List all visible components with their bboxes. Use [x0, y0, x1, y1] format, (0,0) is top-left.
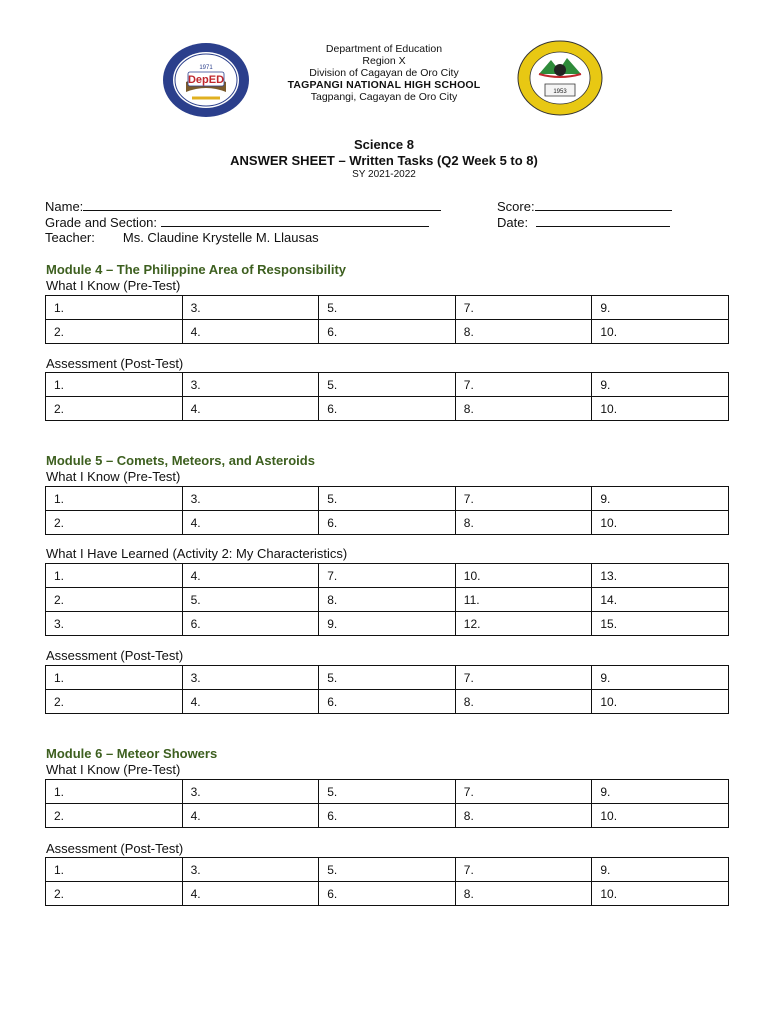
score-field[interactable] — [497, 198, 672, 215]
answer-cell[interactable]: 2. — [46, 882, 183, 906]
document-header — [0, 40, 768, 120]
table-row — [46, 666, 729, 690]
answer-cell[interactable]: 3. — [182, 487, 319, 511]
answer-cell[interactable]: 1. — [46, 666, 183, 690]
answer-cell[interactable]: 10. — [455, 564, 592, 588]
answer-cell[interactable]: 6. — [319, 397, 456, 421]
answer-cell[interactable]: 14. — [592, 588, 729, 612]
answer-cell[interactable]: 10. — [592, 804, 729, 828]
teacher-label: Teacher: — [45, 230, 95, 245]
module-5-posttest-label: Assessment (Post-Test) — [46, 648, 184, 663]
answer-cell[interactable]: 5. — [319, 373, 456, 397]
header-department: Department of Education — [325, 43, 443, 55]
answer-cell[interactable]: 9. — [319, 612, 456, 636]
module-4-pretest-table — [45, 295, 729, 344]
header-region: Region X — [362, 55, 406, 67]
answer-cell[interactable]: 9. — [592, 487, 729, 511]
table-row — [46, 320, 729, 344]
answer-cell[interactable]: 2. — [46, 511, 183, 535]
division-seal-logo — [517, 40, 603, 116]
answer-cell[interactable]: 4. — [182, 397, 319, 421]
score-label: Score: — [497, 199, 535, 214]
answer-cell[interactable]: 9. — [592, 666, 729, 690]
answer-cell[interactable]: 1. — [46, 296, 183, 320]
table-row — [46, 780, 729, 804]
answer-cell[interactable]: 4. — [182, 511, 319, 535]
answer-cell[interactable]: 7. — [455, 858, 592, 882]
table-row — [46, 296, 729, 320]
table-row — [46, 373, 729, 397]
answer-cell[interactable]: 7. — [455, 780, 592, 804]
module-4-posttest-label: Assessment (Post-Test) — [46, 356, 184, 371]
answer-cell[interactable]: 8. — [455, 882, 592, 906]
grade-section-field[interactable] — [45, 214, 429, 231]
name-field[interactable] — [45, 198, 441, 215]
answer-cell[interactable]: 3. — [182, 296, 319, 320]
teacher-field — [45, 230, 319, 246]
answer-cell[interactable]: 6. — [319, 511, 456, 535]
teacher-value: Ms. Claudine Krystelle M. Llausas — [122, 230, 319, 245]
logo-left-brand: DepED — [187, 74, 225, 86]
name-blank[interactable] — [83, 198, 441, 211]
answer-cell[interactable]: 4. — [182, 564, 319, 588]
date-field[interactable] — [497, 214, 670, 231]
answer-cell[interactable]: 5. — [182, 588, 319, 612]
module-4-posttest-table — [45, 372, 729, 421]
answer-cell[interactable]: 6. — [319, 882, 456, 906]
answer-cell[interactable]: 10. — [592, 882, 729, 906]
table-row — [46, 858, 729, 882]
answer-cell[interactable]: 10. — [592, 690, 729, 714]
header-school: TAGPANGI NATIONAL HIGH SCHOOL — [287, 79, 481, 91]
grade-section-label: Grade and Section: — [45, 215, 158, 230]
module-6-pretest-label: What I Know (Pre-Test) — [46, 762, 181, 777]
table-row — [46, 588, 729, 612]
answer-cell[interactable]: 10. — [592, 320, 729, 344]
answer-cell[interactable]: 1. — [46, 564, 183, 588]
answer-cell[interactable]: 3. — [182, 780, 319, 804]
answer-cell[interactable]: 1. — [46, 487, 183, 511]
header-text — [250, 43, 518, 103]
module-4-pretest-label: What I Know (Pre-Test) — [46, 278, 181, 293]
name-label: Name: — [45, 199, 84, 214]
answer-cell[interactable]: 1. — [46, 373, 183, 397]
answer-cell[interactable]: 4. — [182, 690, 319, 714]
answer-cell[interactable]: 7. — [455, 373, 592, 397]
grade-section-blank[interactable] — [161, 214, 429, 227]
table-row — [46, 487, 729, 511]
answer-cell[interactable]: 9. — [592, 296, 729, 320]
answer-cell[interactable]: 6. — [319, 690, 456, 714]
answer-cell[interactable]: 2. — [46, 397, 183, 421]
answer-cell[interactable]: 11. — [455, 588, 592, 612]
school-year: SY 2021-2022 — [352, 169, 416, 180]
subject-title: Science 8 — [354, 137, 414, 152]
answer-cell[interactable]: 8. — [455, 397, 592, 421]
module-6-pretest-table — [45, 779, 729, 828]
answer-cell[interactable]: 8. — [455, 690, 592, 714]
module-6-posttest-table — [45, 857, 729, 906]
answer-cell[interactable]: 3. — [182, 373, 319, 397]
answer-cell[interactable]: 3. — [182, 858, 319, 882]
answer-cell[interactable]: 6. — [319, 320, 456, 344]
answer-cell[interactable]: 5. — [319, 296, 456, 320]
score-blank[interactable] — [535, 198, 672, 211]
table-row — [46, 804, 729, 828]
date-blank[interactable] — [536, 214, 670, 227]
answer-cell[interactable]: 5. — [319, 780, 456, 804]
answer-cell[interactable]: 8. — [455, 804, 592, 828]
table-row — [46, 397, 729, 421]
module-6-title: Module 6 – Meteor Showers — [46, 746, 218, 761]
answer-cell[interactable]: 10. — [592, 397, 729, 421]
module-5-pretest-table — [45, 486, 729, 535]
answer-cell[interactable]: 7. — [319, 564, 456, 588]
module-6-posttest-label: Assessment (Post-Test) — [46, 841, 184, 856]
table-row — [46, 882, 729, 906]
module-4-title: Module 4 – The Philippine Area of Responsibility — [46, 262, 347, 277]
module-5-learned-label: What I Have Learned (Activity 2: My Characteristics) — [46, 546, 348, 561]
answer-cell[interactable]: 12. — [455, 612, 592, 636]
date-label: Date: — [497, 215, 529, 230]
table-row — [46, 612, 729, 636]
module-5-title: Module 5 – Comets, Meteors, and Asteroids — [46, 453, 315, 468]
answer-cell[interactable]: 3. — [46, 612, 183, 636]
answer-cell[interactable]: 13. — [592, 564, 729, 588]
answer-cell[interactable]: 6. — [182, 612, 319, 636]
answer-cell[interactable]: 2. — [46, 320, 183, 344]
school-seal-logo — [162, 42, 250, 118]
table-row — [46, 690, 729, 714]
sheet-title: ANSWER SHEET – Written Tasks (Q2 Week 5 to 8) — [230, 153, 538, 168]
module-5-learned-table — [45, 563, 729, 636]
answer-cell[interactable]: 5. — [319, 487, 456, 511]
header-division: Division of Cagayan de Oro City — [309, 67, 459, 79]
answer-cell[interactable]: 9. — [592, 373, 729, 397]
answer-cell[interactable]: 15. — [592, 612, 729, 636]
answer-cell[interactable]: 1. — [46, 858, 183, 882]
module-5-posttest-table — [45, 665, 729, 714]
answer-cell[interactable]: 7. — [455, 296, 592, 320]
answer-cell[interactable]: 2. — [46, 588, 183, 612]
answer-cell[interactable]: 4. — [182, 804, 319, 828]
answer-cell[interactable]: 1. — [46, 780, 183, 804]
answer-cell[interactable]: 7. — [455, 487, 592, 511]
answer-cell[interactable]: 6. — [319, 804, 456, 828]
answer-cell[interactable]: 4. — [182, 320, 319, 344]
answer-cell[interactable]: 8. — [455, 511, 592, 535]
answer-cell[interactable]: 5. — [319, 666, 456, 690]
answer-cell[interactable]: 8. — [455, 320, 592, 344]
header-address: Tagpangi, Cagayan de Oro City — [310, 91, 458, 103]
answer-cell[interactable]: 10. — [592, 511, 729, 535]
answer-cell[interactable]: 4. — [182, 882, 319, 906]
table-row — [46, 511, 729, 535]
title-block — [0, 137, 768, 181]
answer-cell[interactable]: 5. — [319, 858, 456, 882]
answer-cell[interactable]: 2. — [46, 804, 183, 828]
answer-cell[interactable]: 2. — [46, 690, 183, 714]
answer-cell[interactable]: 7. — [455, 666, 592, 690]
logo-right-year: 1953 — [553, 89, 567, 95]
module-5-pretest-label: What I Know (Pre-Test) — [46, 469, 181, 484]
answer-cell[interactable]: 9. — [592, 780, 729, 804]
answer-cell[interactable]: 9. — [592, 858, 729, 882]
answer-cell[interactable]: 8. — [319, 588, 456, 612]
answer-cell[interactable]: 3. — [182, 666, 319, 690]
table-row — [46, 564, 729, 588]
logo-left-year: 1971 — [199, 65, 213, 71]
